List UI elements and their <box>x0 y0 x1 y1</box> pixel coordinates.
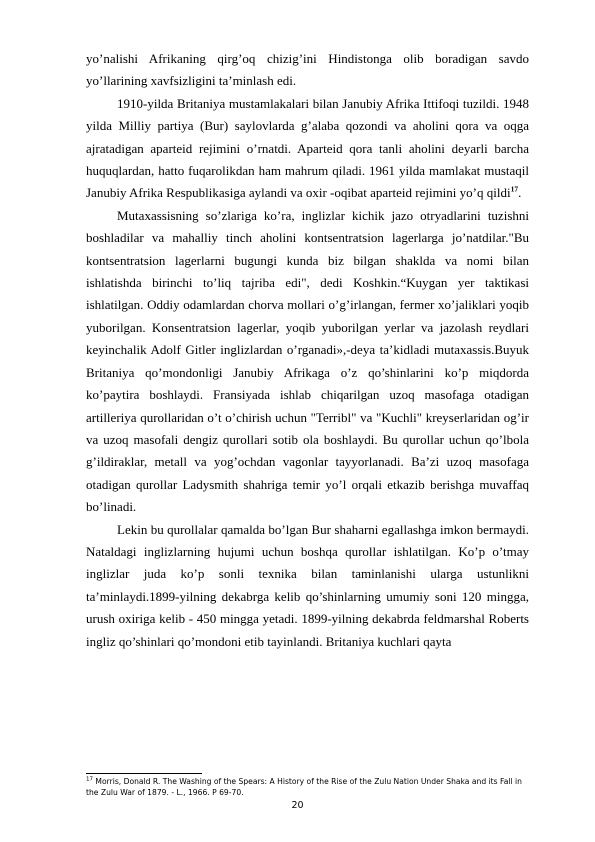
footnote-separator <box>86 773 202 774</box>
footnote-text: Morris, Donald R. The Washing of the Spears: A History of the Rise of the Zulu Nation Under Shaka and its Fall in the Zulu War of 1879. - L., 1966. P 69-70. <box>86 777 522 797</box>
page-number: 20 <box>291 800 304 811</box>
paragraph-4: Lekin bu qurollalar qamalda bo’lgan Bur shaharni egallashga imkon bermaydi. Nataldagi inglizlarning hujumi uchun boshqa qurollar ishlatilgan. Ko’p o’tmay inglizlar juda ko’p sonli texnika bilan taminlanishi ularga ustunlikni ta’minlaydi.1899-yilning dekabrga kelib qo’shinlarning umumiy soni 120 mingga, urush oxiriga kelib - 450 mingga yetadi. 1899-yilning dekabrda feldmarshal Roberts ingliz qo’shinlari qo’mondoni etib tayinlandi. Britaniya kuchlari qayta <box>86 521 529 649</box>
footnote <box>86 776 536 798</box>
paragraph-1: yo’nalishi Afrikaning qirg’oq chizig’ini Hindistonga olib boradigan savdo yo’llarining xavfsizligini ta’minlash edi. <box>86 51 529 89</box>
document-body <box>86 48 529 653</box>
paragraph-2-end: . <box>518 185 522 201</box>
paragraph-2 <box>86 93 529 205</box>
paragraph-2-text: 1910-yilda Britaniya mustamlakalari bilan Janubiy Afrika Ittifoqi tuzildi. 1948 yilda Milliy partiya (Bur) saylovlarda g’alaba qozondi va aholini qora va oqga ajratadigan aparteid rejimini o’rnatdi. Aparteid qora tanli aholini deyarli barcha huquqlardan, hatto fuqarolikdan ham mahrum qiladi. 1961 yilda mamlakat mustaqil Janubiy Afrika Respublikasiga aylandi va oxir -oqibat aparteid rejimini yo’q qildi <box>86 95 529 201</box>
footnote-number: 17 <box>86 776 93 783</box>
paragraph-3: Mutaxassisning so’zlariga ko’ra, inglizlar kichik jazo otryadlarini tuzishni boshladilar va mahalliy tinch aholini kontsentratsion lagerlarga jo’natdilar."Bu kontsentratsion lagerlarni bugungi kunda biz bilgan shaklda va nomi bilan ishlatishda birinchi to’liq tajriba edi", dedi Koshkin.“Kuygan yer taktikasi ishlatilgan. Oddiy odamlardan chorva mollari o’g’irlangan, fermer xo’jaliklari yoqib yuborilgan. Konsentratsion lagerlar, yoqib yuborilgan yerlar va jazolash reydlari keyinchalik Adolf Gitler inglizlardan o’rganadi»,-deya ta’kidladi mutaxassis.Buyuk Britaniya qo’mondonligi Janubiy Afrikaga o’z qo’shinlarini ko’p miqdorda ko’paytira boshlaydi. Fransiyada ishlab chiqarilgan uzoq masofaga otadigan artilleriya qurollaridan o’t o’chirish uchun "Terribl" va "Kuchli" kreyserlaridan og’ir va uzoq masofali dengiz qurollari sotib ola boshlaydi. Bu qurollar uchun qo’lbola g’ildiraklar, metall va yog’ochdan vagonlar tayyorlanadi. Ba’zi uzoq masofaga otadigan qurollar Ladysmith shahriga temir yo’l orqali etkazib berishga muvaffaq bo’linadi. <box>86 207 529 515</box>
footnote-reference[interactable]: 17 <box>510 185 519 195</box>
